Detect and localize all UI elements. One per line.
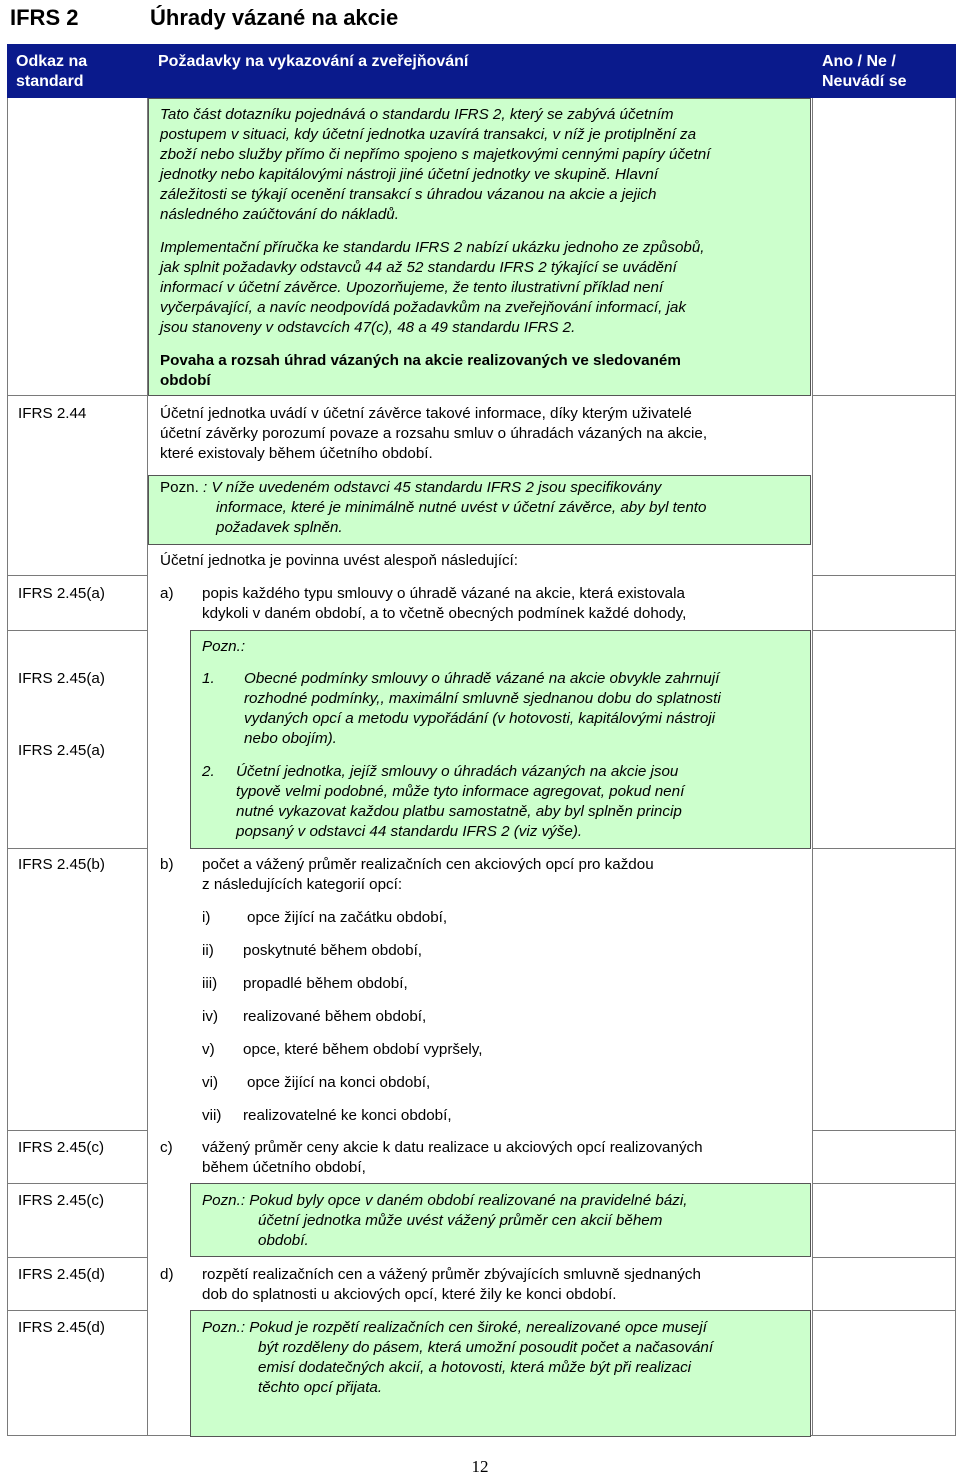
intro-text: jak splnit požadavky odstavců 44 až 52 standardu IFRS 2 týkající se uvádění bbox=[160, 259, 677, 276]
column-divider bbox=[812, 98, 813, 1436]
note-text: emisí dodatečných akcií, a hotovosti, která může být při realizaci bbox=[258, 1359, 692, 1376]
note-text: nutné vykazovat každou platbu samostatně, aby byl splněn princip bbox=[236, 803, 682, 820]
intro-text: Implementační příručka ke standardu IFRS 2 nabízí ukázku jednoho ze způsobů, bbox=[160, 239, 705, 256]
standard-reference: IFRS 2.45(a) bbox=[18, 585, 105, 602]
row-separator bbox=[812, 1130, 956, 1131]
intro-text: vyčerpávající, a navíc neodpovídá požadavkům na zveřejňování informací, jak bbox=[160, 299, 686, 316]
requirement-text: počet a vážený průměr realizačních cen akciových opcí pro každou bbox=[202, 856, 654, 873]
subitem-number: vi) bbox=[202, 1074, 219, 1091]
column-header-ref: Odkaz na standard bbox=[16, 53, 88, 90]
requirement-text: které existovaly během účetního období. bbox=[160, 445, 433, 462]
note-text: rozhodné podmínky,, maximální smluvně sjednanou dobu do splatnosti bbox=[244, 690, 721, 707]
intro-text: zboží nebo služby přímo či nepřímo spojeno s majetkovými cennými papíry účetní bbox=[160, 146, 711, 163]
row-separator bbox=[7, 575, 147, 576]
subitem-number: iii) bbox=[202, 975, 218, 992]
note-text: účetní jednotka může uvést vážený průměr cen akcií během bbox=[258, 1212, 663, 1229]
requirement-text: během účetního období, bbox=[202, 1159, 366, 1176]
subitem-number: vii) bbox=[202, 1107, 222, 1124]
row-separator bbox=[7, 1130, 147, 1131]
column-header-requirements: Požadavky na vykazování a zveřejňování bbox=[158, 53, 469, 70]
requirement-text: rozpětí realizačních cen a vážený průměr zbývajících smluvně sjednaných bbox=[202, 1266, 701, 1283]
requirement-text: dob do splatnosti u akciových opcí, které žily ke konci období. bbox=[202, 1286, 617, 1303]
subitem-text: realizované během období, bbox=[243, 1008, 427, 1025]
intro-text: postupem v situaci, kdy účetní jednotka uzavírá transakci, v níž je protiplnění za bbox=[160, 126, 697, 143]
standard-reference: IFRS 2.45(d) bbox=[18, 1266, 105, 1283]
note-text: Obecné podmínky smlouvy o úhradě vázané na akcie obvykle zahrnují bbox=[244, 670, 720, 687]
standard-reference: IFRS 2.45(d) bbox=[18, 1319, 105, 1336]
standard-heading: IFRS 2 bbox=[10, 5, 79, 30]
note-text: být rozděleny do pásem, která umožní posoudit počet a načasování bbox=[258, 1339, 714, 1356]
row-separator bbox=[812, 1310, 956, 1311]
standard-reference: IFRS 2.45(c) bbox=[18, 1139, 105, 1156]
row-separator bbox=[812, 848, 956, 849]
note-text: : V níže uvedeném odstavci 45 standardu IFRS 2 jsou specifikovány bbox=[203, 479, 662, 496]
subitem-text: poskytnuté během období, bbox=[243, 942, 423, 959]
standard-reference: IFRS 2.45(a) bbox=[18, 670, 105, 687]
subitem-number: ii) bbox=[202, 942, 214, 959]
note-text: informace, které je minimálně nutné uvést v účetní závěrce, aby byl tento bbox=[216, 499, 707, 516]
column-header-answer: Ano / Ne / Neuvádí se bbox=[822, 53, 907, 90]
note-text: popsaný v odstavci 44 standardu IFRS 2 (viz výše). bbox=[236, 823, 583, 840]
row-separator bbox=[7, 630, 147, 631]
intro-text: Tato část dotazníku pojednává o standardu IFRS 2, který se zabývá účetním bbox=[160, 106, 674, 123]
section-heading: období bbox=[160, 372, 211, 389]
subitem-number: v) bbox=[202, 1041, 215, 1058]
page-number: 12 bbox=[471, 1457, 489, 1476]
note-text: požadavek splněn. bbox=[216, 519, 343, 536]
row-separator bbox=[7, 395, 147, 396]
intro-text: informací v účetní závěrce. Upozorňujeme, že tento ilustrativní příklad není bbox=[160, 279, 664, 296]
standard-reference: IFRS 2.45(a) bbox=[18, 742, 105, 759]
note-text: Pozn.: Pokud byly opce v daném období realizované na pravidelné bázi, bbox=[202, 1192, 688, 1209]
standard-reference: IFRS 2.45(c) bbox=[18, 1192, 105, 1209]
note-text: nebo obojím). bbox=[244, 730, 337, 747]
requirement-text: účetní závěrky porozumí povaze a rozsahu smluv o úhradách vázaných na akcie, bbox=[160, 425, 708, 442]
intro-text: následného zaúčtování do nákladů. bbox=[160, 206, 399, 223]
note-label: Pozn.: bbox=[202, 638, 246, 655]
row-separator bbox=[812, 575, 956, 576]
row-separator bbox=[812, 1183, 956, 1184]
note-text: typově velmi podobné, může tyto informace agregovat, pokud není bbox=[236, 783, 685, 800]
row-separator bbox=[812, 630, 956, 631]
requirement-text: Účetní jednotka uvádí v účetní závěrce takové informace, díky kterým uživatelé bbox=[160, 405, 692, 422]
row-separator bbox=[7, 848, 147, 849]
intro-text: záležitosti se týkají ocenění transakcí s úhradou vázanou na akcie a jejich bbox=[160, 186, 657, 203]
subitem-text: opce žijící na začátku období, bbox=[247, 909, 448, 926]
subitem-text: realizovatelné ke konci období, bbox=[243, 1107, 452, 1124]
section-heading: Povaha a rozsah úhrad vázaných na akcie realizovaných ve sledovaném bbox=[160, 352, 681, 369]
note-label: Pozn. bbox=[160, 479, 199, 496]
subitem-text: opce, které během období vypršely, bbox=[243, 1041, 483, 1058]
requirement-text: vážený průměr ceny akcie k datu realizace u akciových opcí realizovaných bbox=[202, 1139, 703, 1156]
note-text: Účetní jednotka, jejíž smlouvy o úhradách vázaných na akcie jsou bbox=[236, 763, 679, 780]
page-title: Úhrady vázané na akcie bbox=[150, 5, 399, 30]
row-separator bbox=[7, 1257, 147, 1258]
note-number: 1. bbox=[202, 670, 215, 687]
note-text: těchto opcí přijata. bbox=[258, 1379, 383, 1396]
item-letter: c) bbox=[160, 1139, 173, 1156]
subitem-text: opce žijící na konci období, bbox=[247, 1074, 431, 1091]
item-letter: d) bbox=[160, 1266, 174, 1283]
item-letter: a) bbox=[160, 585, 174, 602]
subitem-number: i) bbox=[202, 909, 211, 926]
subitem-number: iv) bbox=[202, 1008, 219, 1025]
row-separator bbox=[812, 395, 956, 396]
row-separator bbox=[7, 1310, 147, 1311]
requirement-text: popis každého typu smlouvy o úhradě vázané na akcie, která existovala bbox=[202, 585, 685, 602]
item-letter: b) bbox=[160, 856, 174, 873]
standard-reference: IFRS 2.44 bbox=[18, 405, 87, 422]
row-separator bbox=[812, 1257, 956, 1258]
row-separator bbox=[7, 1183, 147, 1184]
standard-reference: IFRS 2.45(b) bbox=[18, 856, 105, 873]
note-number: 2. bbox=[202, 763, 215, 780]
requirement-text: z následujících kategorií opcí: bbox=[202, 876, 403, 893]
subitem-text: propadlé během období, bbox=[243, 975, 408, 992]
note-text: Pozn.: Pokud je rozpětí realizačních cen široké, nerealizované opce musejí bbox=[202, 1319, 707, 1336]
intro-text: jednotky nebo kapitálovými nástroji jiné účetní jednotky ve skupině. Hlavní bbox=[160, 166, 659, 183]
requirement-text: kdykoli v daném období, a to včetně obecných podmínek každé dohody, bbox=[202, 605, 687, 622]
requirement-text: Účetní jednotka je povinna uvést alespoň následující: bbox=[160, 552, 518, 569]
intro-text: jsou stanoveny v odstavcích 47(c), 48 a 49 standardu IFRS 2. bbox=[160, 319, 576, 336]
note-text: období. bbox=[258, 1232, 309, 1249]
note-text: vydaných opcí a metodu vypořádání (v hotovosti, kapitálovými nástroji bbox=[244, 710, 716, 727]
